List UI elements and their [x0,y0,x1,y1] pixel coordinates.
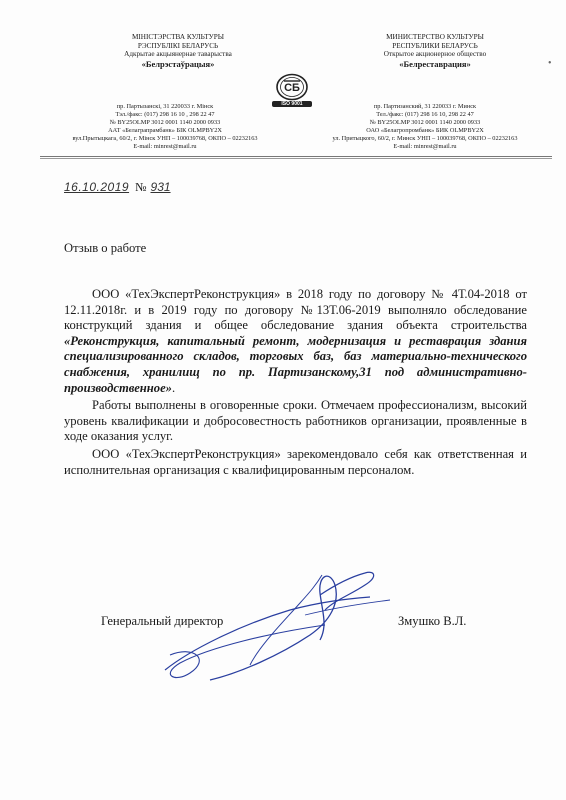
address-right-account: № BY25OLMP 3012 0001 1140 2000 0933 [369,118,481,126]
header-divider [40,156,552,157]
header-left-ministry: МІНІСТЭРСТВА КУЛЬТУРЫ [131,33,225,41]
header-left-org-type: Адкрытае акцыянернае таварыства [124,50,232,59]
address-left-bank: ААТ «Белаграпрамбанк» БІК OLMPBY2X [108,126,222,134]
signatory-title: Генеральный директор [101,614,224,628]
header-right-republic: РЕСПУБЛИКИ БЕЛАРУСЬ [392,41,478,50]
header-divider-secondary [40,158,552,159]
corner-mark: • [548,58,552,69]
iso-caption: ISO 9001 [272,101,312,107]
header-right-company: «Белреставрация» [399,58,471,69]
address-right-bank-address: ул. Притыцкого, 60/2, г. Минск УНП – 100039768, ОКПО – 02232163 [332,134,518,142]
reference-date: 16.10.2019 [64,180,130,194]
address-right-street: пр. Партизанский, 31 220033 г. Минск [373,103,477,110]
header-left [78,33,278,70]
address-left-phone: Тэл./факс: (017) 298 16 10 , 298 22 47 [115,110,215,118]
letter-body [64,287,527,478]
construction-object-name: «Реконструкция, капитальный ремонт, модернизация и реставрация здания специализированного складов, торговых баз, баз материально-технического снабжения, хранилищ по пр. Партизанскому,31 под административно-производственное» [64,333,527,395]
header-right [330,33,540,70]
header-left-company: «Белрэстаўрацыя» [141,58,215,69]
address-left-email: E-mail: minrest@mail.ru [133,142,197,150]
signatory-name: Змушко В.Л. [398,614,467,628]
svg-text:СБ: СБ [284,82,300,94]
paragraph-1-end: . [171,380,176,395]
address-left-account: № BY25OLMP 3012 0001 1140 2000 0933 [109,118,221,126]
address-left [40,103,290,150]
address-left-bank-address: вул.Прытыцкага, 60/2, г. Мінск УНП – 100039768, ОКПО – 02232163 [72,134,258,142]
paragraph-3: ООО «ТехЭкспертРеконструкция» зарекомендовало себя как ответственная и исполнительная организация с квалифицированным персоналом. [64,446,527,477]
address-left-street: пр. Партызанскі, 31 220033 г. Мінск [116,103,214,110]
paragraph-1 [64,287,527,396]
reference-number-label: № [135,180,147,194]
header-right-org-type: Открытое акционерное общество [383,50,487,59]
header-left-republic: РЭСПУБЛІКІ БЕЛАРУСЬ [137,41,219,50]
address-right-phone: Тел./факс: (017) 298 16 10, 298 22 47 [376,110,474,118]
stb-certification-icon [275,73,309,103]
paragraph-1-start: ООО «ТехЭкспертРеконструкция» в 2018 году по договору № 4Т.04-2018 от 12.11.2018г. и в 2019 году по договору №13Т.06-2019 выполняло обследование конструкций здания и общее обследование здания объекта строительства [64,287,527,333]
reference-line [64,180,171,195]
address-right [300,103,550,150]
address-right-email: E-mail: minrest@mail.ru [393,142,457,150]
letter-subject: Отзыв о работе [64,241,147,255]
reference-number: 931 [150,180,171,194]
paragraph-2: Работы выполнены в оговоренные сроки. Отмечаем профессионализм, высокий уровень квалификации и добросовестность работников организации, проявленные в ходе оказания услуг. [64,398,527,444]
address-right-bank: ОАО «Белагропромбанк» БИК OLMPBY2X [366,126,484,134]
header-right-ministry: МИНИСТЕРСТВО КУЛЬТУРЫ [386,33,484,41]
